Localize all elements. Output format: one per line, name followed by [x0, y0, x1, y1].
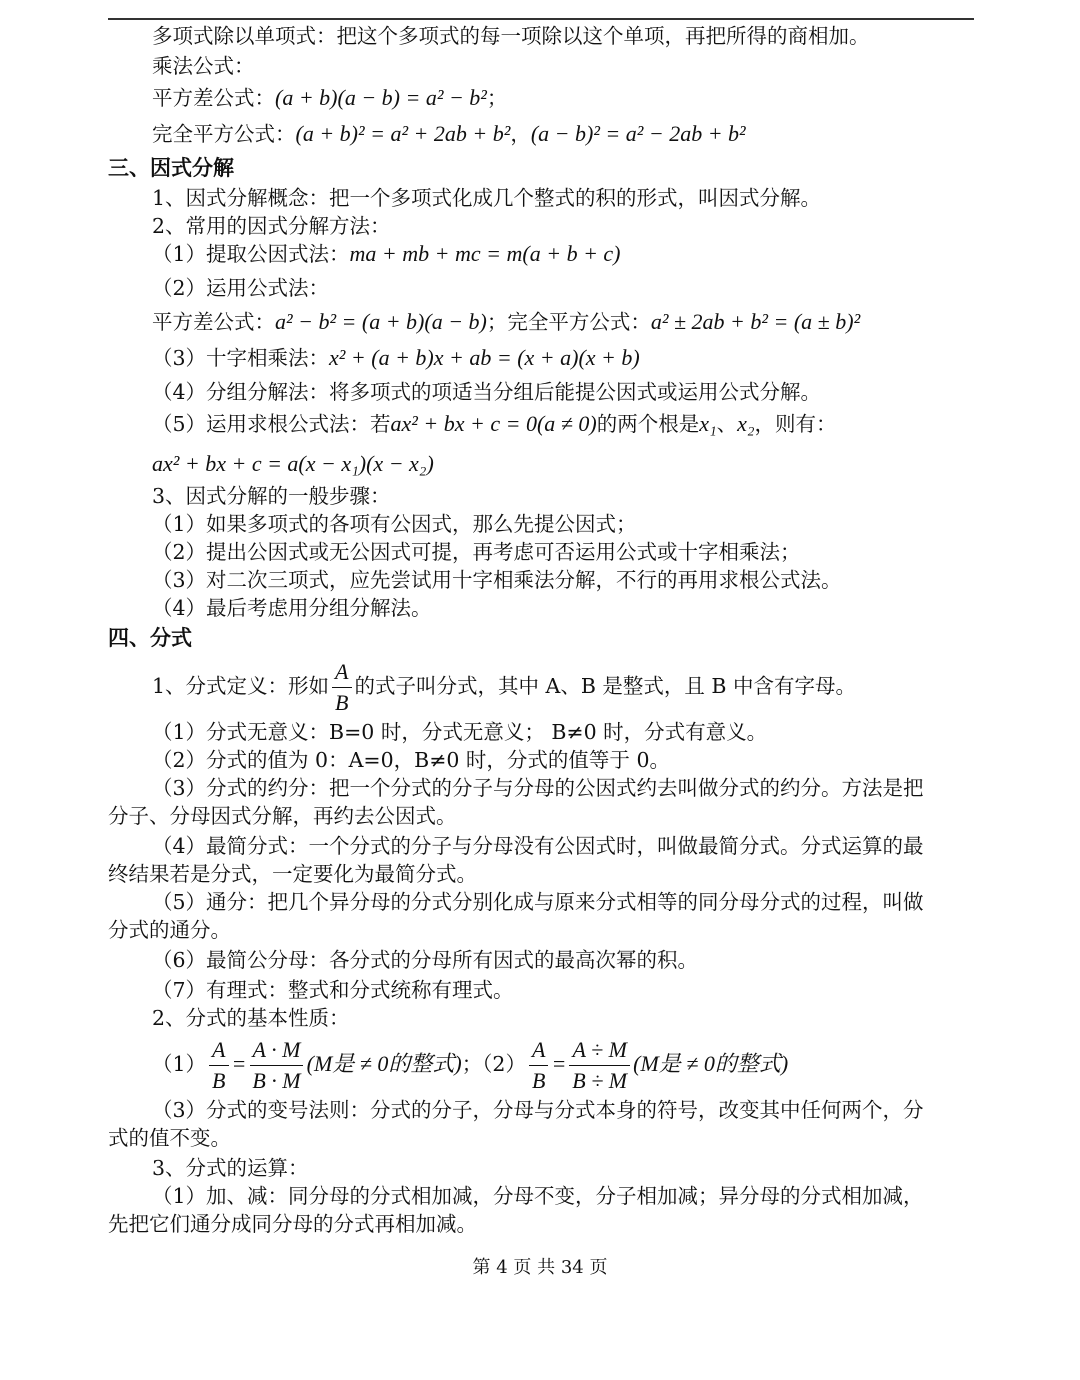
fraction	[529, 1035, 548, 1096]
punctuation: ，	[510, 122, 531, 146]
formula: (M是 ≠ 0的整式)	[633, 1051, 789, 1076]
section-heading: 三、因式分解	[108, 156, 234, 180]
formula: a² − b² = (a + b)(a − b)	[275, 309, 487, 334]
formula-line	[152, 1034, 788, 1096]
formula-label: （5）运用求根公式法：若	[152, 412, 391, 436]
text-line: （1）加、减：同分母的分式相加减，分母不变，分子相加减；异分母的分式相加减，	[152, 1184, 924, 1208]
punctuation: ；	[486, 86, 508, 110]
formula: ma + mb + mc = m(a + b + c)	[349, 241, 621, 266]
formula: (M是 ≠ 0的整式)	[306, 1051, 462, 1076]
fraction-numerator: A · M	[250, 1035, 304, 1066]
text-line: 分式的通分。	[108, 918, 231, 942]
formula: x₂	[737, 411, 755, 436]
text-line: 终结果若是分式，一定要化为最简分式。	[108, 862, 477, 886]
fraction-denominator: B	[212, 1068, 226, 1093]
fraction-denominator: B	[335, 690, 349, 715]
formula-label: （3）十字相乘法：	[152, 346, 330, 370]
formula-label: （1）	[152, 1052, 207, 1076]
fraction-denominator: B ÷ M	[572, 1068, 628, 1093]
fraction-numerator: A	[529, 1035, 548, 1066]
text-line: 3、分式的运算：	[152, 1156, 309, 1180]
formula-line	[152, 308, 860, 336]
text-line: 乘法公式：	[152, 54, 255, 78]
formula-line	[152, 450, 434, 478]
text-line: 3、因式分解的一般步骤：	[152, 484, 391, 508]
text-line: （4）最简分式：一个分式的分子与分母没有公因式时，叫做最简分式。分式运算的最	[152, 834, 924, 858]
formula: ax² + bx + c = a(x − x₁)(x − x₂)	[152, 451, 434, 476]
formula-line	[152, 656, 856, 718]
text-line: （4）最后考虑用分组分解法。	[152, 596, 432, 620]
formula: (a − b)² = a² − 2ab + b²	[530, 121, 746, 146]
formula-label: 平方差公式：	[152, 310, 275, 334]
formula: x² + (a + b)x + ab = (x + a)(x + b)	[329, 345, 640, 370]
punctuation: 、	[716, 412, 738, 436]
text-line: （4）分组分解法：将多项式的项适当分组后能提公因式或运用公式分解。	[152, 380, 822, 404]
fraction-numerator: A ÷ M	[569, 1035, 629, 1066]
equals-sign: =	[231, 1051, 247, 1076]
text-line: （1）分式无意义：B=0 时，分式无意义； B≠0 时，分式有意义。	[152, 720, 768, 744]
fraction-denominator: B	[531, 1068, 546, 1093]
formula-label: 平方差公式：	[152, 86, 275, 110]
section-heading: 四、分式	[108, 626, 192, 650]
formula-label: 的两个根是	[596, 412, 700, 436]
text-line: （2）分式的值为 0：A=0，B≠0 时，分式的值等于 0。	[152, 748, 670, 772]
header-rule	[108, 18, 974, 20]
text-line: 多项式除以单项式：把这个多项式的每一项除以这个单项，再把所得的商相加。	[152, 24, 870, 48]
formula-label: 完全平方公式：	[152, 122, 296, 146]
formula: (a + b)² = a² + 2ab + b²	[295, 121, 511, 146]
fraction-denominator: B · M	[252, 1068, 301, 1093]
fraction	[249, 1035, 303, 1096]
formula: x₁	[699, 411, 717, 436]
page-footer: 第 4 页 共 34 页	[472, 1257, 608, 1278]
formula-line	[152, 84, 507, 112]
text-line: 式的值不变。	[108, 1126, 231, 1150]
text-line: 2、分式的基本性质：	[152, 1006, 350, 1030]
formula-line	[152, 344, 640, 372]
text-line: （3）分式的变号法则：分式的分子，分母与分式本身的符号，改变其中任何两个，分	[152, 1098, 924, 1122]
text-line: 1、因式分解概念：把一个多项式化成几个整式的积的形式，叫因式分解。	[152, 186, 822, 210]
text-line: （2）运用公式法：	[152, 276, 330, 300]
fraction	[332, 657, 351, 718]
text-line: （3）对二次三项式，应先尝试用十字相乘法分解，不行的再用求根公式法。	[152, 568, 842, 592]
fraction	[569, 1035, 630, 1096]
text-line: 先把它们通分成同分母的分式再相加减。	[108, 1212, 477, 1236]
formula-label: ，则有：	[754, 412, 837, 436]
fraction	[209, 1035, 228, 1096]
formula-line	[152, 240, 621, 268]
formula-label: ；完全平方公式：	[486, 310, 651, 334]
text-line: （2）提出公因式或无公因式可提，再考虑可否运用公式或十字相乘法；	[152, 540, 801, 564]
formula: a² ± 2ab + b² = (a ± b)²	[650, 309, 861, 334]
text-line: （3）分式的约分：把一个分式的分子与分母的公因式约去叫做分式的约分。方法是把	[152, 776, 924, 800]
text-line: 2、常用的因式分解方法：	[152, 214, 391, 238]
formula-label: 1、分式定义：形如	[152, 674, 330, 698]
equals-sign: =	[551, 1051, 567, 1076]
text-line: （5）通分：把几个异分母的分式分别化成与原来分式相等的同分母分式的过程，叫做	[152, 890, 924, 914]
text-line: （7）有理式：整式和分式统称有理式。	[152, 978, 514, 1002]
fraction-numerator: A	[209, 1035, 228, 1066]
formula-label: ；（2）	[461, 1052, 526, 1076]
fraction-numerator: A	[332, 657, 351, 688]
formula-label: （1）提取公因式法：	[152, 242, 350, 266]
formula: ax² + bx + c = 0(a ≠ 0)	[390, 411, 597, 436]
formula-line	[152, 410, 837, 438]
formula-line	[152, 120, 746, 148]
formula: (a + b)(a − b) = a² − b²	[275, 85, 487, 110]
formula-label: 的式子叫分式，其中 A、B 是整式，且 B 中含有字母。	[354, 674, 856, 698]
text-line: 分子、分母因式分解，再约去公因式。	[108, 804, 457, 828]
text-line: （1）如果多项式的各项有公因式，那么先提公因式；	[152, 512, 637, 536]
text-line: （6）最简公分母：各分式的分母所有因式的最高次幂的积。	[152, 948, 699, 972]
